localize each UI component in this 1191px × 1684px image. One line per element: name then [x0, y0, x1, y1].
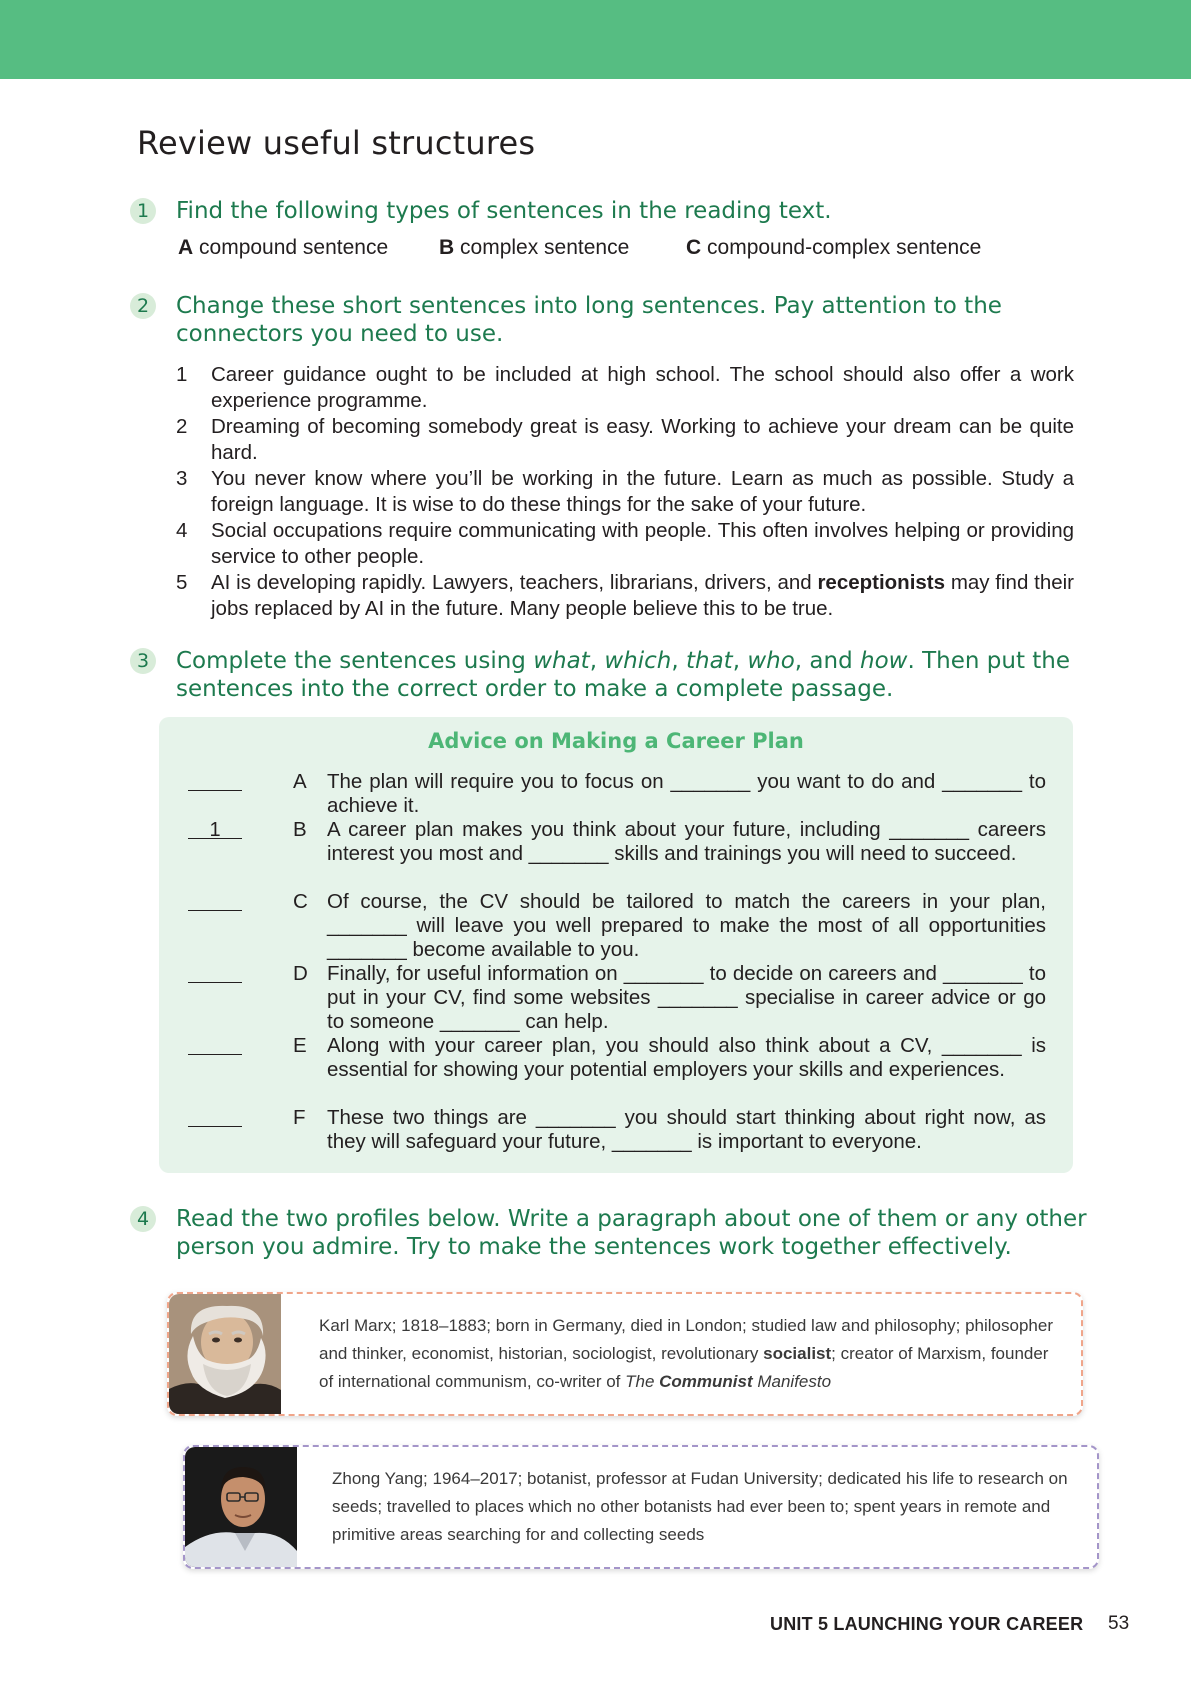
exercise-2-number: 2: [130, 293, 156, 319]
exercise-3-instruction: Complete the sentences using what, which, that, who, and how. Then put the sentences into the correct order to make a complete passage.: [176, 648, 1071, 702]
exercise-2-instruction: Change these short sentences into long sentences. Pay attention to the connectors you need to use.: [176, 293, 1002, 347]
list-item: 1 Career guidance ought to be included at high school. The school should also offer a work experience programme.: [176, 363, 1074, 412]
answer-blank[interactable]: [188, 770, 242, 791]
answer-blank[interactable]: [188, 890, 242, 911]
answer-blank[interactable]: 1: [188, 818, 242, 839]
list-item: 5 AI is developing rapidly. Lawyers, teachers, librarians, drivers, and receptionists may find their jobs replaced by AI in the future. Many people believe this to be true.: [176, 571, 1075, 620]
answer-blank[interactable]: [188, 1034, 242, 1055]
exercise-1-instruction: Find the following types of sentences in the reading text.: [176, 198, 832, 224]
exercise-4-instruction: Read the two profiles below. Write a paragraph about one of them or any other person you admire. Try to make the sentences work together effectively.: [176, 1206, 1087, 1260]
profile-text-marx: Karl Marx; 1818–1883; born in Germany, died in London; studied law and philosophy; philosopher and thinker, economist, historian, sociologist, revolutionary socialist; creator of Marxism, founder of international communism, co-writer of The Communist Manifesto: [319, 1316, 1053, 1391]
footer-unit-title: UNIT 5 LAUNCHING YOUR CAREER: [770, 1614, 1084, 1634]
list-item: 4 Social occupations require communicating with people. This often involves helping or providing service to other people.: [176, 519, 1074, 568]
profile-text-zhong-yang: Zhong Yang; 1964–2017; botanist, professor at Fudan University; dedicated his life to research on seeds; travelled to places which no other botanists had ever been to; spent years in remote and primitive areas searching for and collecting seeds: [332, 1469, 1068, 1544]
zhong-yang-portrait-image: [185, 1447, 297, 1567]
sentence-type-c: C compound-complex sentence: [686, 236, 982, 259]
section-title: Review useful structures: [137, 124, 536, 162]
answer-blank[interactable]: [188, 1106, 242, 1127]
profile-card-zhong-yang: [183, 1445, 1099, 1569]
top-color-band: [0, 0, 1191, 79]
exercise-1-number: 1: [130, 198, 156, 224]
sentence-type-a: A compound sentence: [178, 236, 389, 259]
sentence-type-b: B complex sentence: [439, 236, 630, 259]
marx-portrait-image: [169, 1294, 281, 1414]
exercise-3-number: 3: [130, 648, 156, 674]
list-item: 2 Dreaming of becoming somebody great is easy. Working to achieve your dream can be quite hard.: [176, 415, 1074, 464]
profile-card-marx: [167, 1292, 1083, 1416]
list-item: 3 You never know where you’ll be working in the future. Learn as much as possible. Study a foreign language. It is wise to do these things for the sake of your future.: [176, 467, 1074, 516]
advice-title: Advice on Making a Career Plan: [428, 729, 804, 753]
advice-box: Advice on Making a Career Plan A The plan will require you to focus on _______ you want to do and _______ to achieve it. 1 B A career plan makes you think about your future, including _______ careers interest you most and _______ skills and trainings you will need to succeed. C Of course, the CV should be tailored to match the careers in your plan, _______ will leave you well prepared to make the most of all opportunities _______ become available to you. D Finally, for useful information on _______ to decide on careers and _______ to put in your CV, find some websites _______ specialise in career advice or go to someone _______ can help. E Along with your career plan, you should also think about a CV, _______ is essential for showing your potential employers your skills and experiences. F These two things are _______ you should start thinking about right now, as they will safeguard your future, _______ is important to everyone.: [159, 717, 1073, 1173]
page-number: 53: [1108, 1613, 1130, 1634]
sentence-list: [176, 362, 1074, 622]
answer-blank[interactable]: [188, 962, 242, 983]
exercise-4-number: 4: [130, 1206, 156, 1232]
